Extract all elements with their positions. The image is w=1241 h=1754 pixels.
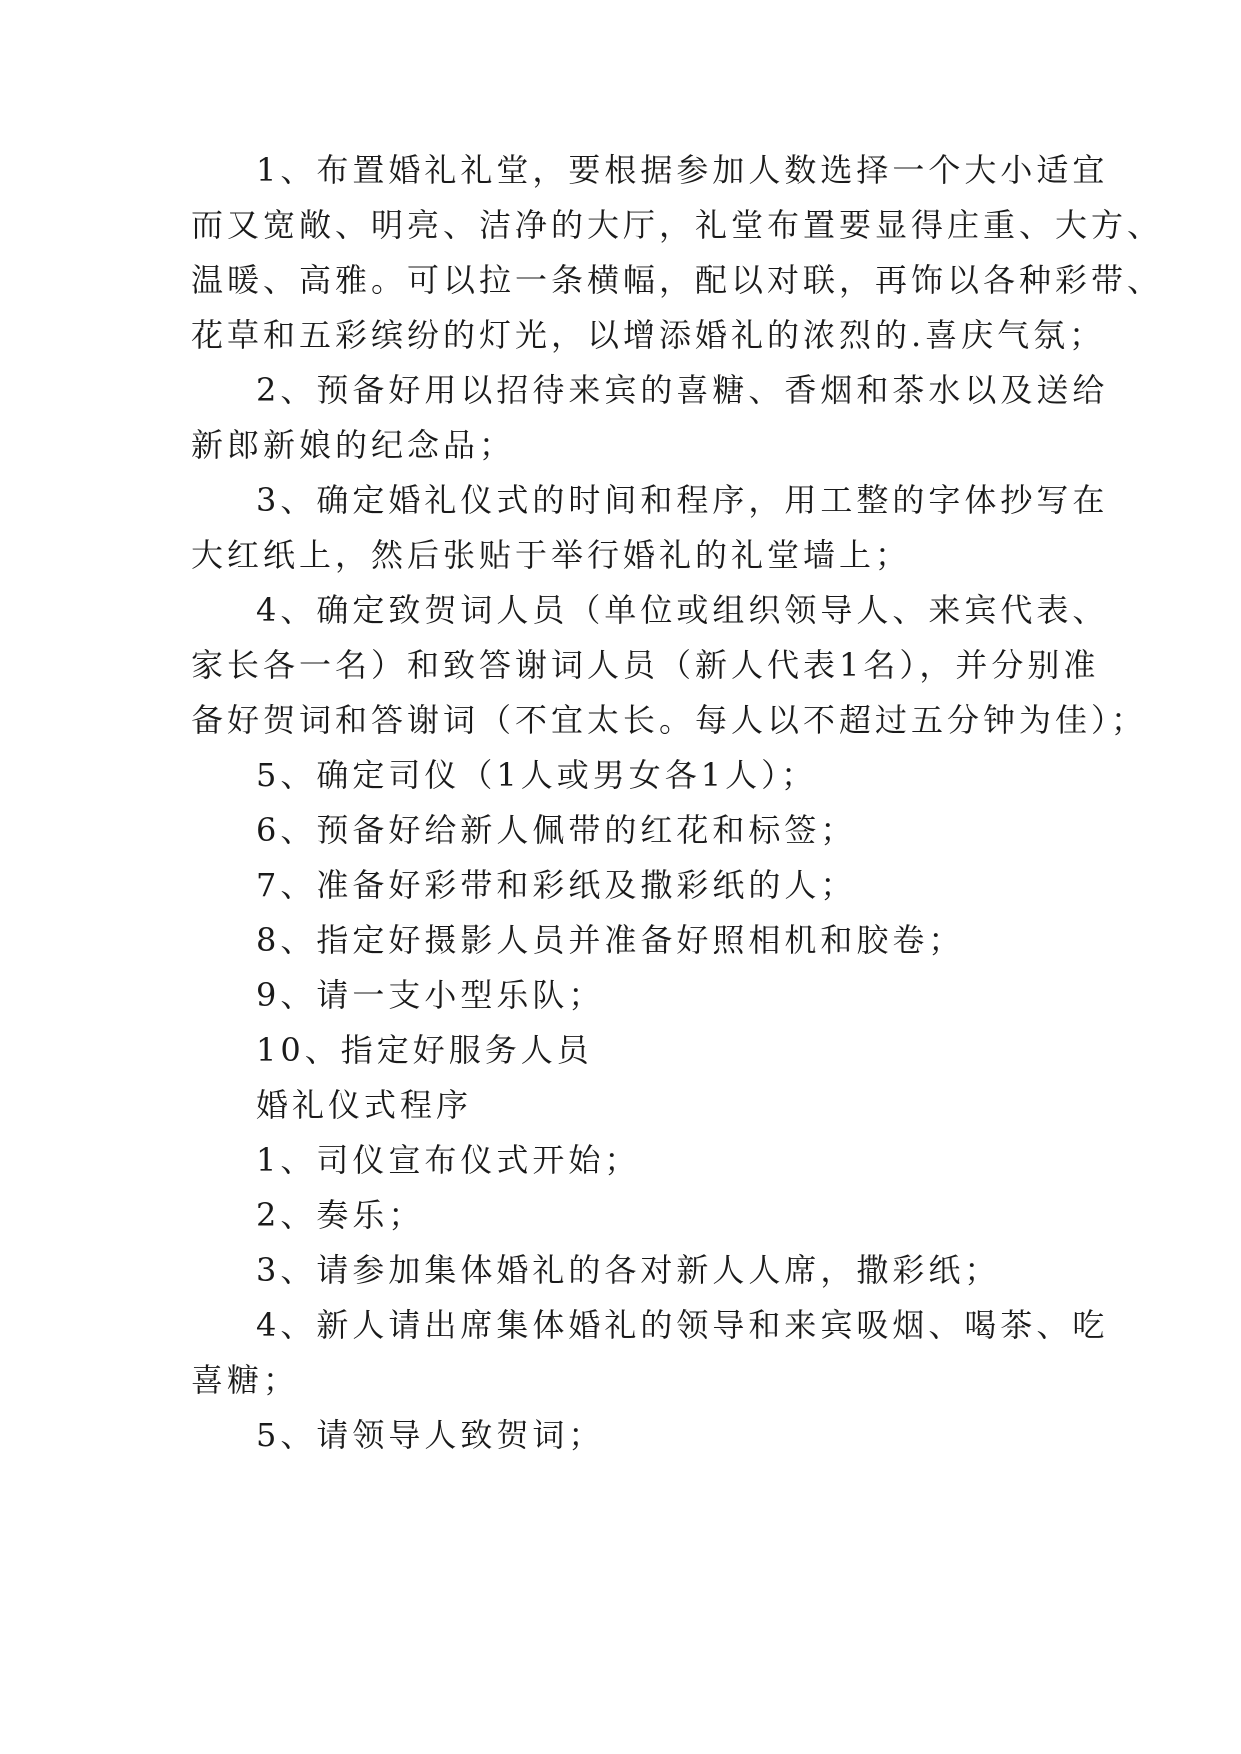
paragraph-line: 4、确定致贺词人员（单位或组织领导人、来宾代表、 [256,591,1109,629]
paragraph-line: 6、预备好给新人佩带的红花和标签； [256,811,857,849]
paragraph-line: 3、确定婚礼仪式的时间和程序，用工整的字体抄写在 [256,481,1109,519]
paragraph-line: 2、预备好用以招待来宾的喜糖、香烟和茶水以及送给 [256,371,1109,409]
paragraph-line: 新郎新娘的纪念品； [191,426,516,464]
paragraph-line: 10、指定好服务人员 [256,1031,593,1069]
paragraph-line: 大红纸上，然后张贴于举行婚礼的礼堂墙上； [191,536,912,574]
paragraph-line: 1、布置婚礼礼堂，要根据参加人数选择一个大小适宜 [256,151,1109,189]
paragraph-line: 家长各一名）和致答谢词人员（新人代表1名），并分别准 [191,646,1100,684]
paragraph-line: 8、指定好摄影人员并准备好照相机和胶卷； [256,921,965,959]
paragraph-line: 而又宽敞、明亮、洁净的大厅，礼堂布置要显得庄重、大方、 [191,206,1164,244]
paragraph-line: 1、司仪宣布仪式开始； [256,1141,641,1179]
paragraph-line: 7、准备好彩带和彩纸及撒彩纸的人； [256,866,857,904]
paragraph-line: 温暖、高雅。可以拉一条横幅，配以对联，再饰以各种彩带、 [191,261,1164,299]
paragraph-line: 花草和五彩缤纷的灯光，以增添婚礼的浓烈的.喜庆气氛； [191,316,1106,354]
paragraph-line: 喜糖； [191,1361,300,1399]
paragraph-line: 3、请参加集体婚礼的各对新人人席，撒彩纸； [256,1251,1001,1289]
paragraph-line: 备好贺词和答谢词（不宜太长。每人以不超过五分钟为佳）； [191,701,1148,739]
section-heading: 婚礼仪式程序 [256,1086,473,1124]
paragraph-line: 9、请一支小型乐队； [256,976,605,1014]
paragraph-line: 2、奏乐； [256,1196,425,1234]
paragraph-line: 4、新人请出席集体婚礼的领导和来宾吸烟、喝茶、吃 [256,1306,1109,1344]
paragraph-line: 5、确定司仪（1人或男女各1人）； [256,756,818,794]
paragraph-line: 5、请领导人致贺词； [256,1416,605,1454]
